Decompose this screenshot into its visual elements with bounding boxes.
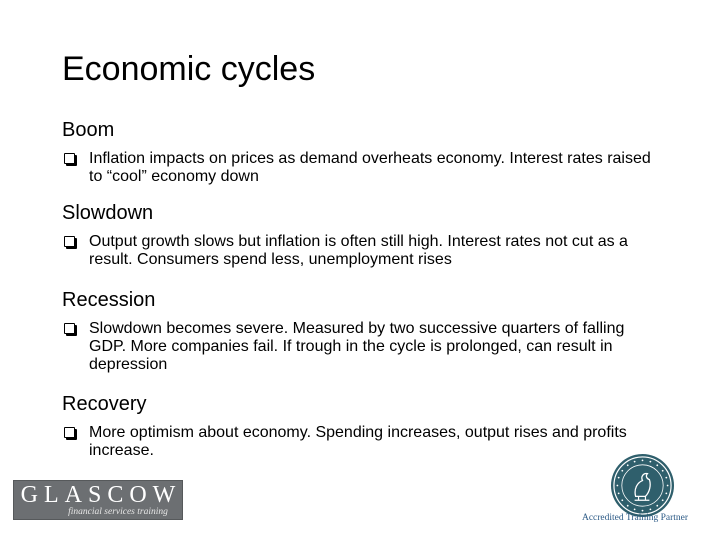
- section-heading: Slowdown: [62, 202, 154, 224]
- checkbox-bullet-icon: [64, 323, 75, 334]
- checkbox-bullet-icon: [64, 236, 75, 247]
- bullet-text: Output growth slows but inflation is often still high. Interest rates not cut as a result. Consumers spend less, unemployment rises: [89, 233, 628, 268]
- bullet-item: [62, 233, 662, 269]
- section-heading: Recession: [62, 289, 156, 311]
- section-boom: [62, 118, 662, 186]
- section-heading: Recovery: [62, 393, 147, 415]
- checkbox-bullet-icon: [64, 153, 75, 164]
- logo-tagline: financial services training: [68, 507, 168, 517]
- slide-title: Economic cycles: [62, 50, 316, 88]
- bullet-text: Slowdown becomes severe. Measured by two successive quarters of falling GDP. More companies fail. If trough in the cycle is prolonged, can result in depression: [89, 320, 625, 373]
- glascow-logo: [13, 480, 183, 520]
- section-slowdown: [62, 201, 662, 269]
- bullet-text: Inflation impacts on prices as demand overheats economy. Interest rates raised to “cool” economy down: [89, 150, 651, 185]
- bullet-item: [62, 320, 662, 374]
- logo-wordmark: GLASCOW: [20, 482, 182, 508]
- section-recovery: [62, 392, 662, 460]
- bullet-item: [62, 424, 662, 460]
- section-heading: Boom: [62, 119, 115, 141]
- bullet-item: [62, 150, 662, 186]
- accreditation-seal-icon: [610, 453, 675, 518]
- partner-label: Accredited Training Partner: [581, 513, 689, 523]
- bullet-text: More optimism about economy. Spending increases, output rises and profits increase.: [89, 424, 627, 459]
- section-recession: [62, 288, 662, 374]
- checkbox-bullet-icon: [64, 427, 75, 438]
